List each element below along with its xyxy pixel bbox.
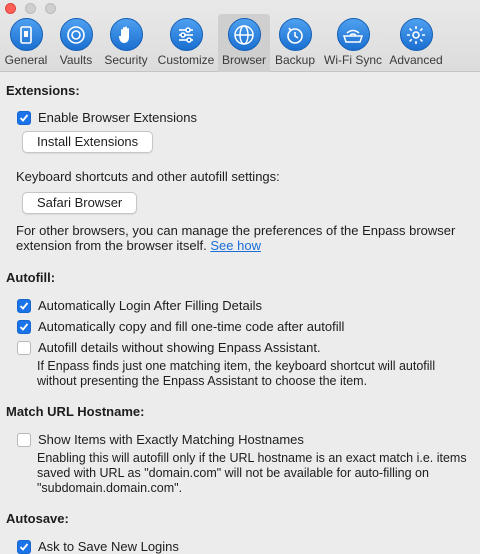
other-browsers-text-2 [16,238,261,254]
extensions-heading: Extensions: [6,83,80,98]
match-url-heading: Match URL Hostname: [6,404,145,419]
browser-icon [228,18,261,51]
wifi-sync-icon [337,18,370,51]
security-icon [110,18,143,51]
no-assistant-checkbox[interactable] [17,341,31,355]
enable-extensions-checkbox[interactable] [17,111,31,125]
see-how-link[interactable]: See how [210,238,261,253]
general-icon [10,18,43,51]
enable-extensions-row[interactable] [17,110,197,125]
tab-advanced[interactable] [388,14,444,72]
autosave-heading: Autosave: [6,511,69,526]
install-extensions-button[interactable]: Install Extensions [22,131,153,153]
tab-vaults[interactable] [56,14,96,72]
no-assistant-desc-2: without presenting the Enpass Assistant to choose the item. [37,374,368,388]
other-browsers-text-2-label: extension from the browser itself. [16,238,207,253]
auto-login-checkbox[interactable] [17,299,31,313]
exact-hostname-desc-1: Enabling this will autofill only if the URL hostname is an exact match i.e. items [37,451,467,465]
tab-security-label: Security [104,53,148,67]
autofill-heading: Autofill: [6,270,56,285]
exact-hostname-label: Show Items with Exactly Matching Hostnames [38,432,304,447]
tab-advanced-label: Advanced [389,53,443,67]
tab-browser[interactable] [218,14,270,72]
auto-login-row[interactable] [17,298,262,313]
title-bar [0,0,480,72]
tab-customize[interactable] [156,14,216,72]
checkmark-icon [19,301,29,311]
preferences-toolbar [0,14,480,72]
tab-security[interactable] [102,14,150,72]
otp-autofill-label: Automatically copy and fill one-time code after autofill [38,319,345,334]
ask-save-row[interactable] [17,539,179,554]
tab-wifi-sync-label: Wi-Fi Sync [324,53,382,67]
zoom-window-button[interactable] [45,3,56,14]
exact-hostname-row[interactable] [17,432,304,447]
tab-browser-label: Browser [221,53,266,67]
checkmark-icon [19,113,29,123]
checkmark-icon [19,322,29,332]
auto-login-label: Automatically Login After Filling Details [38,298,262,313]
tab-vaults-label: Vaults [59,53,93,67]
minimize-window-button[interactable] [25,3,36,14]
advanced-icon [400,18,433,51]
no-assistant-label: Autofill details without showing Enpass Assistant. [38,340,321,355]
tab-customize-label: Customize [157,53,215,67]
close-window-button[interactable] [5,3,16,14]
exact-hostname-desc-2: saved with URL as "domain.com" will not be available for auto-filling on [37,466,429,480]
safari-browser-button[interactable]: Safari Browser [22,192,137,214]
backup-icon [279,18,312,51]
shortcuts-text: Keyboard shortcuts and other autofill settings: [16,169,280,184]
tab-general[interactable] [4,14,48,72]
tab-wifi-sync[interactable] [322,14,384,72]
otp-autofill-row[interactable] [17,319,344,334]
tab-backup[interactable] [273,14,317,72]
no-assistant-desc-1: If Enpass finds just one matching item, the keyboard shortcut will autofill [37,359,436,373]
no-assistant-row[interactable] [17,340,321,355]
vaults-icon [60,18,93,51]
exact-hostname-checkbox[interactable] [17,433,31,447]
customize-icon [170,18,203,51]
other-browsers-text-1: For other browsers, you can manage the preferences of the Enpass browser [16,223,456,238]
tab-general-label: General [4,53,48,67]
exact-hostname-desc-3: "subdomain.domain.com". [37,481,183,495]
otp-autofill-checkbox[interactable] [17,320,31,334]
checkmark-icon [19,542,29,552]
tab-backup-label: Backup [274,53,316,67]
enable-extensions-label: Enable Browser Extensions [38,110,197,125]
ask-save-label: Ask to Save New Logins [38,539,179,554]
ask-save-checkbox[interactable] [17,540,31,554]
